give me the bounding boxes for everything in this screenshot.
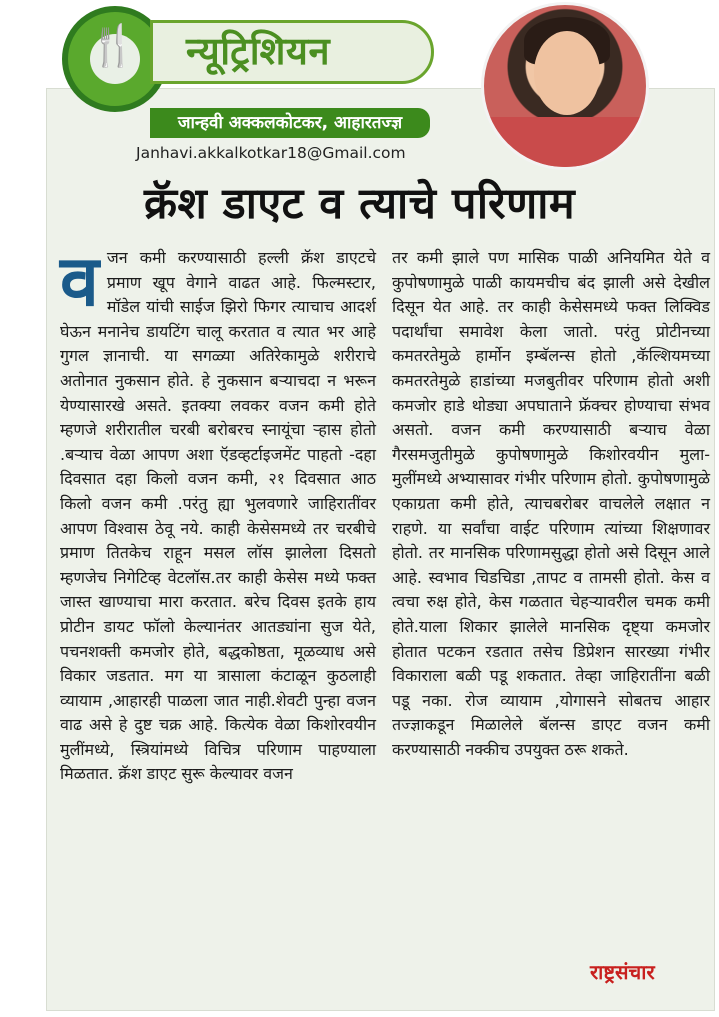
publication-logo: राष्ट्रसंचार xyxy=(590,960,655,984)
left-column-text: जन कमी करण्यासाठी हल्ली क्रॅश डाएटचे प्रमाण खूप वेगाने वाढत आहे. फिल्मस्टार, मॉडेल यांची साईज झिरो फिगर त्याचाच आदर्श घेऊन मनानेच डायटिंग चालू करतात व त्यात भर आहे गुगल ज्ञानाची. या सगळ्या अतिरेकामुळे शरीराचे अतोनात नुकसान होते. हे नुकसान बऱ्याचदा न भरून येण्यासारखे असते. इतक्या लवकर वजन कमी होते म्हणजे शरीरातील चरबी बरोबरच स्नायूंचा ऱ्हास होतो .बऱ्याच वेळा आपण अशा ऍडव्हर्टाइजमेंट पाहतो -दहा दिवसात दहा किलो वजन कमी, २१ दिवसात आठ किलो वजन कमी .परंतु ह्या भुलवणारे जाहिरातींवर आपण विश्वास ठेवू नये. काही केसेसमध्ये तर चरबीचे प्रमाण तितकेच राहून मसल लॉस झालेला दिसतो म्हणजेच निगेटिव्ह वेटलॉस.तर काही केसेस मध्ये फक्त जास्त खाण्याचा मारा करतात. बरेच दिवस इतके हाय प्रोटीन डायट फॉलो केल्यानंतर आतड्यांना सुज येते, पचनशक्ती कमजोर होते, बद्धकोष्ठता, मूळव्याध असे विकार जडतात. मग या त्रासाला कंटाळून कुठलाही व्यायाम ,आहारही पाळला जात नाही.शेवटी पुन्हा वजन वाढ असे हे दुष्ट चक्र आहे. कित्येक वेळा किशोरवयीन मुलींमध्ये, स्त्रियांमध्ये विचित्र परिणाम पाहण्याला मिळतात. क्रॅश डाएट सुरू केल्यावर वजन xyxy=(60,248,376,784)
section-title: न्यूट्रिशियन xyxy=(186,29,331,73)
author-photo xyxy=(481,2,649,170)
author-email: Janhavi.akkalkotkar18@Gmail.com xyxy=(136,144,406,162)
fork-knife-icon: 🍴 xyxy=(88,23,138,69)
drop-cap: व xyxy=(60,240,99,322)
article-headline: क्रॅश डाएट व त्याचे परिणाम xyxy=(143,179,576,229)
right-column-text: तर कमी झाले पण मासिक पाळी अनियमित येते व कुपोषणामुळे पाळी कायमचीच बंद झाली असे देखील दिसून येत आहे. तर काही केसेसमध्ये फक्त लिक्विड पदार्थांचा समावेश केला जातो. परंतु प्रोटीनच्या कमतरतेमुळे हार्मोन इम्बॅलन्स होतो ,कॅल्शियमच्या कमतरतेमुळे हाडांच्या मजबुतीवर परिणाम होतो अशी कमजोर हाडे थोड्या अपघाताने फ्रॅक्चर होण्याचा संभव असतो. वजन कमी करण्यासाठी बऱ्याच वेळा गैरसमजुतीमुळे कुपोषणामुळे किशोरवयीन मुला-मुलींमध्ये अभ्यासावर गंभीर परिणाम होतो. कुपोषणामुळे एकाग्रता कमी होते, त्याचबरोबर वाचलेले लक्षात न राहणे. या सर्वांचा वाईट परिणाम त्यांच्या शिक्षणावर होतो. तर मानसिक परिणामसुद्धा होतो असे दिसून आले आहे. स्वभाव चिडचिडा ,तापट व तामसी होतो. केस व त्वचा रुक्ष होते, केस गळतात चेहऱ्यावरील चमक कमी होते.याला शिकार झालेले मानसिक दृष्ट्या कमजोर होतात पटकन रडतात तसेच डिप्रेशन सारख्या गंभीर विकाराला बळी पडू शकतात. तेव्हा जाहिरातींना बळी पडू नका. रोज व्यायाम ,योगासने सोबतच आहार तज्ज्ञाकडून मिळालेले बॅलन्स डाएट वजन कमी करण्यासाठी नक्कीच उपयुक्त ठरू शकते. xyxy=(392,248,710,759)
photo-saree xyxy=(484,117,649,170)
article-column-left xyxy=(60,240,376,787)
article-column-right xyxy=(392,246,710,762)
author-byline: जान्हवी अक्कलकोटकर, आहारतज्ज्ञ xyxy=(150,108,430,138)
photo-face xyxy=(534,31,600,115)
